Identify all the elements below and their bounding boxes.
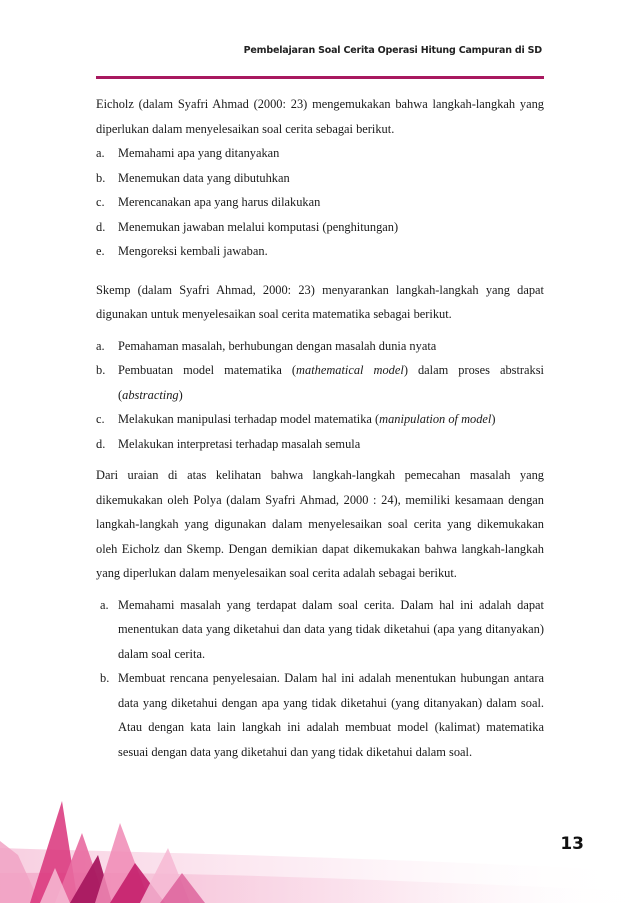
italic-term: manipulation of model [379,412,492,426]
list-label: b. [100,671,110,685]
list-text: Mengoreksi kembali jawaban. [118,244,268,258]
list-text: Memahami masalah yang terdapat dalam soal cerita. Dalam hal ini adalah dapat menentukan data yang diketahui dan data yang tidak diketahui (apa yang ditanyakan) dalam soal cerita. [118,597,544,661]
list-text: Merencanakan apa yang harus dilakukan [118,195,321,209]
list-item [96,239,544,264]
list-label: c. [96,412,105,426]
list-label: d. [96,436,106,451]
list-item [96,407,544,432]
italic-term: abstracting [122,387,179,402]
italic-term: mathematical model [296,363,404,377]
list-text: Memahami apa yang ditanyakan [118,146,280,160]
section3-intro: Dari uraian di atas kelihatan bahwa langkah-langkah pemecahan masalah yang dikemukakan oleh Polya (dalam Syafri Ahmad, 2000 : 24), memiliki kesamaan dengan langkah-langkah yang digunakan dalam menyelesaikan soal cerita yang dikemukakan oleh Eicholz dan Skemp. Dengan demikian dapat dikemukakan bahwa langkah-langkah yang diperlukan dalam menyelesaikan soal cerita adalah sebagai berikut. [96,468,544,580]
list-text [118,358,544,407]
text-run: Pembuatan model matematika ( [118,363,297,377]
list-item [96,334,544,359]
page-body [96,92,544,764]
list-item [96,215,544,240]
list-item [96,190,544,215]
list-item [96,166,544,191]
list-text: Membuat rencana penyelesaian. Dalam hal ini adalah menentukan hubungan antara data yang diketahui dengan apa yang tidak diketahui (yang ditanyakan) dalam soal. Atau dengan kata lain langkah ini adalah membuat model (kalimat) matematika sesuai dengan data yang diketahui dan yang tidak diketahui dalam soal. [118,671,544,759]
text-run: ) dalam proses abstraksi ( [118,363,545,402]
list-item [96,358,544,407]
text-run: ) [178,387,183,402]
list-label: a. [100,597,109,612]
list-label: c. [96,195,105,209]
text-run: Melakukan manipulasi terhadap model matematika ( [118,412,380,426]
list-text: Menemukan data yang dibutuhkan [118,170,290,185]
list-item [96,593,544,667]
list-text: Pemahaman masalah, berhubungan dengan masalah dunia nyata [118,338,437,353]
list-label: d. [96,219,106,234]
list-label: e. [96,244,105,258]
list-label: b. [96,363,106,377]
list-label: a. [96,338,105,353]
decorative-footer-graphic [0,793,638,903]
page-number: 13 [560,834,584,854]
section2-list [96,334,544,457]
list-item [96,432,544,457]
list-text: Melakukan interpretasi terhadap masalah semula [118,436,361,451]
section2-intro: Skemp (dalam Syafri Ahmad, 2000: 23) menyarankan langkah-langkah yang dapat digunakan untuk menyelesaikan soal cerita matematika sebagai berikut. [96,282,544,321]
list-label: b. [96,170,106,185]
list-item [96,666,544,764]
section1-list [96,141,544,264]
list-label: a. [96,146,105,160]
section3-list [96,593,544,765]
running-header: Pembelajaran Soal Cerita Operasi Hitung Campuran di SD [243,45,542,56]
section1-intro: Eicholz (dalam Syafri Ahmad (2000: 23) mengemukakan bahwa langkah-langkah yang diperlukan dalam menyelesaikan soal cerita sebagai berikut. [96,97,544,136]
list-text: Menemukan jawaban melalui komputasi (penghitungan) [118,219,399,234]
list-item [96,141,544,166]
list-text [118,407,544,432]
text-run: ) [491,412,496,426]
header-rule [96,76,544,79]
